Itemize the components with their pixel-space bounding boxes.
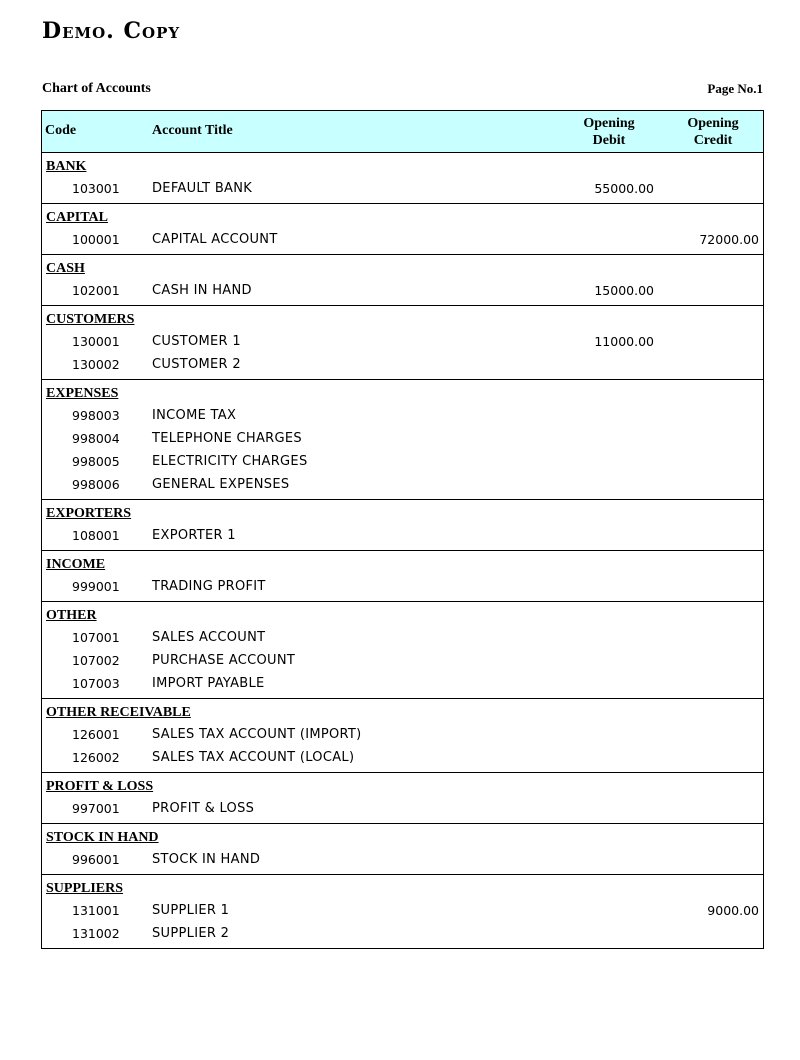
account-row [42, 626, 763, 649]
account-title: STOCK IN HAND [152, 852, 261, 867]
account-group [41, 875, 764, 949]
page-number: Page No.1 [707, 81, 763, 96]
account-groups [41, 153, 764, 949]
account-group [41, 204, 764, 255]
account-title: ELECTRICITY CHARGES [152, 454, 308, 469]
table-header [41, 110, 764, 153]
group-name: EXPORTERS [46, 506, 132, 521]
opening-credit: 9000.00 [707, 903, 759, 918]
account-row [42, 797, 763, 820]
account-title: CUSTOMER 2 [152, 357, 241, 372]
account-title: TRADING PROFIT [152, 579, 266, 594]
account-code: 998003 [72, 408, 120, 423]
account-row [42, 899, 763, 922]
account-code: 131002 [72, 926, 120, 941]
account-code: 107001 [72, 630, 120, 645]
group-name: CAPITAL [46, 210, 108, 225]
header-account-title: Account Title [152, 123, 233, 138]
header-debit-line2: Debit [592, 133, 626, 148]
group-name: SUPPLIERS [46, 881, 124, 896]
account-row [42, 404, 763, 427]
account-title: SALES ACCOUNT [152, 630, 266, 645]
account-title: CAPITAL ACCOUNT [152, 232, 278, 247]
account-row [42, 723, 763, 746]
account-group [41, 602, 764, 699]
account-row [42, 228, 763, 251]
account-group [41, 380, 764, 500]
account-row [42, 848, 763, 871]
group-name: OTHER RECEIVABLE [46, 705, 191, 720]
header-credit-line1: Opening [687, 116, 739, 131]
header-debit-line1: Opening [583, 116, 635, 131]
group-name: CUSTOMERS [46, 312, 135, 327]
account-code: 130002 [72, 357, 120, 372]
account-title: INCOME TAX [152, 408, 237, 423]
account-title: CUSTOMER 1 [152, 334, 241, 349]
account-row [42, 922, 763, 945]
opening-debit: 55000.00 [594, 181, 654, 196]
account-code: 103001 [72, 181, 120, 196]
account-row [42, 746, 763, 769]
account-group [41, 699, 764, 773]
report-title: Chart of Accounts [42, 81, 151, 96]
account-code: 107002 [72, 653, 120, 668]
account-title: SUPPLIER 2 [152, 926, 230, 941]
account-row [42, 524, 763, 547]
account-title: SALES TAX ACCOUNT (IMPORT) [152, 727, 362, 742]
account-group [41, 153, 764, 204]
group-name: CASH [46, 261, 85, 276]
header-code: Code [45, 123, 77, 138]
header-opening-debit [572, 115, 646, 149]
account-group [41, 500, 764, 551]
account-code: 997001 [72, 801, 120, 816]
account-code: 996001 [72, 852, 120, 867]
header-credit-line2: Credit [693, 133, 733, 148]
opening-credit: 72000.00 [699, 232, 759, 247]
account-code: 107003 [72, 676, 120, 691]
group-name: BANK [46, 159, 87, 174]
account-row [42, 177, 763, 200]
account-code: 126002 [72, 750, 120, 765]
account-group [41, 824, 764, 875]
account-code: 998005 [72, 454, 120, 469]
account-code: 998006 [72, 477, 120, 492]
company-name: Demo. Copy [42, 18, 181, 44]
group-name: OTHER [46, 608, 97, 623]
account-code: 131001 [72, 903, 120, 918]
account-group [41, 306, 764, 380]
account-row [42, 279, 763, 302]
account-group [41, 551, 764, 602]
account-title: DEFAULT BANK [152, 181, 253, 196]
chart-of-accounts-table [41, 110, 764, 949]
account-title: SALES TAX ACCOUNT (LOCAL) [152, 750, 355, 765]
group-name: STOCK IN HAND [46, 830, 159, 845]
group-name: INCOME [46, 557, 106, 572]
account-row [42, 649, 763, 672]
group-name: PROFIT & LOSS [46, 779, 154, 794]
account-title: PROFIT & LOSS [152, 801, 255, 816]
account-row [42, 575, 763, 598]
account-row [42, 330, 763, 353]
account-title: SUPPLIER 1 [152, 903, 230, 918]
header-opening-credit [675, 115, 751, 149]
account-title: PURCHASE ACCOUNT [152, 653, 296, 668]
account-title: CASH IN HAND [152, 283, 252, 298]
account-code: 126001 [72, 727, 120, 742]
account-code: 100001 [72, 232, 120, 247]
account-row [42, 353, 763, 376]
account-title: EXPORTER 1 [152, 528, 236, 543]
account-code: 998004 [72, 431, 120, 446]
account-row [42, 427, 763, 450]
account-code: 108001 [72, 528, 120, 543]
account-row [42, 450, 763, 473]
account-group [41, 773, 764, 824]
account-title: TELEPHONE CHARGES [152, 431, 302, 446]
group-name: EXPENSES [46, 386, 119, 401]
account-code: 102001 [72, 283, 120, 298]
opening-debit: 11000.00 [594, 334, 654, 349]
account-title: GENERAL EXPENSES [152, 477, 290, 492]
account-row [42, 473, 763, 496]
account-code: 130001 [72, 334, 120, 349]
opening-debit: 15000.00 [594, 283, 654, 298]
account-title: IMPORT PAYABLE [152, 676, 265, 691]
account-code: 999001 [72, 579, 120, 594]
account-row [42, 672, 763, 695]
account-group [41, 255, 764, 306]
